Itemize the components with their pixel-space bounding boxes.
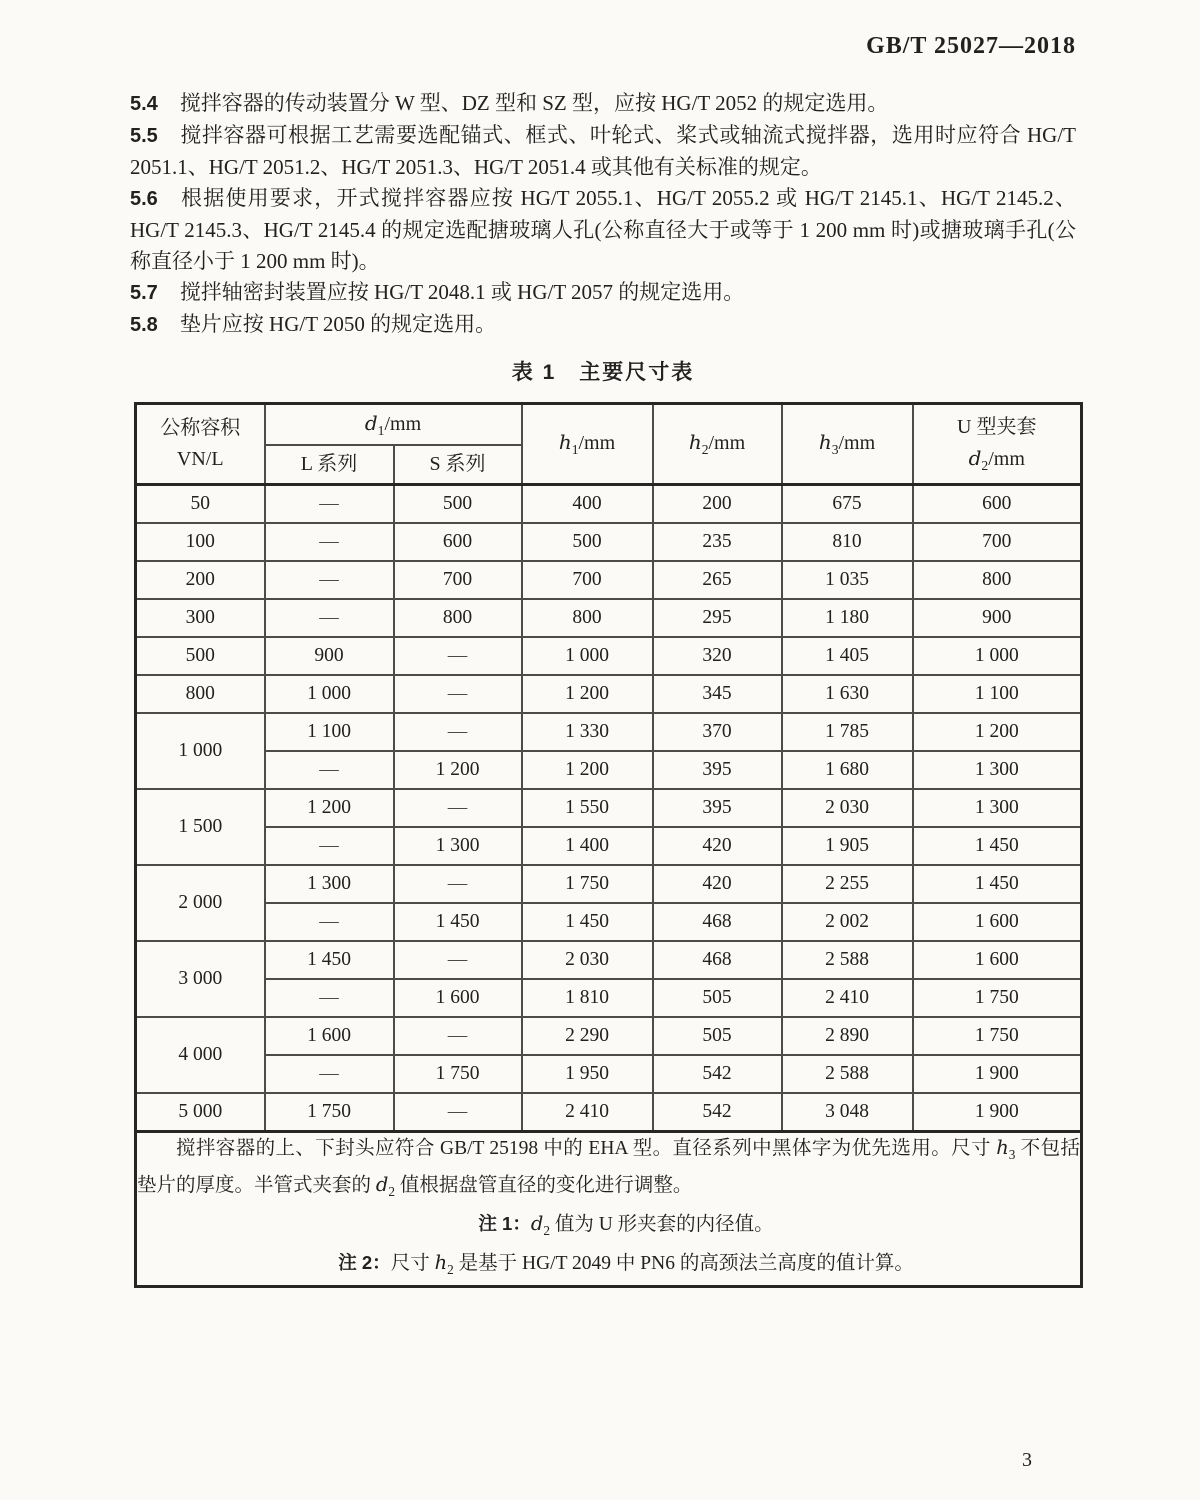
header-nominal-volume-line1: 公称容积 bbox=[160, 417, 241, 439]
note-1-text: 值为 U 形夹套的内径值。 bbox=[549, 1213, 774, 1235]
table-row bbox=[136, 751, 1082, 789]
table-cell: — bbox=[394, 865, 522, 903]
table-cell: 1 300 bbox=[913, 789, 1082, 827]
table-row bbox=[136, 865, 1082, 903]
table-cell: 1 100 bbox=[265, 713, 394, 751]
table-cell: 2 255 bbox=[782, 865, 913, 903]
table-cell: 1 785 bbox=[782, 713, 913, 751]
table-cell: 1 600 bbox=[265, 1017, 394, 1055]
table-cell: — bbox=[394, 637, 522, 675]
clause-text: 搅拌轴密封装置应按 HG/T 2048.1 或 HG/T 2057 的规定选用。 bbox=[179, 280, 745, 304]
table-row bbox=[136, 523, 1082, 561]
table-cell: 420 bbox=[653, 865, 782, 903]
table-row bbox=[136, 713, 1082, 751]
footnote-main bbox=[137, 1133, 1080, 1207]
table-cell: 320 bbox=[653, 637, 782, 675]
clauses-section bbox=[130, 88, 1076, 341]
table-cell: 500 bbox=[394, 485, 522, 524]
table-cell: 1 200 bbox=[394, 751, 522, 789]
table-cell: 2 410 bbox=[782, 979, 913, 1017]
table-cell: 1 000 bbox=[913, 637, 1082, 675]
table-cell: 2 290 bbox=[522, 1017, 653, 1055]
header-u-jacket-line2 bbox=[914, 443, 1081, 476]
table-cell: 1 750 bbox=[913, 979, 1082, 1017]
table-cell: 2 588 bbox=[782, 1055, 913, 1093]
header-u-jacket-line1: U 型夹套 bbox=[957, 415, 1037, 438]
h3-unit: /mm bbox=[838, 432, 876, 455]
d1-symbol: $d_1$ bbox=[364, 410, 385, 438]
table-cell: 900 bbox=[265, 637, 394, 675]
table-cell: 2 030 bbox=[782, 789, 913, 827]
clause-number: 5.8 bbox=[130, 314, 158, 336]
header-nominal-volume-line2: VN/L bbox=[176, 448, 224, 470]
table-row bbox=[136, 599, 1082, 637]
table-cell: 1 750 bbox=[913, 1017, 1082, 1055]
cell-nominal-volume: 50 bbox=[136, 485, 265, 524]
table-row bbox=[136, 637, 1082, 675]
note-2-text: 是基于 HG/T 2049 中 PN6 的高颈法兰高度的值计算。 bbox=[453, 1252, 914, 1274]
table-row bbox=[136, 675, 1082, 713]
table-cell: 1 550 bbox=[522, 789, 653, 827]
table-cell: 700 bbox=[522, 561, 653, 599]
table-row bbox=[136, 789, 1082, 827]
table-cell: 1 600 bbox=[394, 979, 522, 1017]
note-1 bbox=[137, 1209, 1080, 1246]
clause-5-5 bbox=[130, 120, 1076, 183]
table-cell: 675 bbox=[782, 485, 913, 524]
table-cell: 1 600 bbox=[913, 903, 1082, 941]
note-1-label: 注 1 bbox=[478, 1212, 513, 1234]
table-cell: 1 750 bbox=[394, 1055, 522, 1093]
table-cell: 800 bbox=[522, 599, 653, 637]
table-cell: 1 450 bbox=[522, 903, 653, 941]
table-body bbox=[136, 485, 1082, 1132]
h3-symbol: $h_3$ bbox=[996, 1136, 1016, 1162]
table-cell: — bbox=[394, 1017, 522, 1055]
d2-unit: /mm bbox=[988, 447, 1025, 470]
table-cell: 2 030 bbox=[522, 941, 653, 979]
table-cell: 1 300 bbox=[913, 751, 1082, 789]
table-row bbox=[136, 1017, 1082, 1055]
table-cell: 370 bbox=[653, 713, 782, 751]
table-cell: 505 bbox=[653, 1017, 782, 1055]
table-cell: 700 bbox=[913, 523, 1082, 561]
table-cell: — bbox=[265, 599, 394, 637]
table-cell: 1 180 bbox=[782, 599, 913, 637]
table-cell: 1 905 bbox=[782, 827, 913, 865]
cell-nominal-volume: 500 bbox=[136, 637, 265, 675]
table-row bbox=[136, 1093, 1082, 1132]
table-cell: — bbox=[265, 523, 394, 561]
table-cell: 800 bbox=[394, 599, 522, 637]
table-cell: 295 bbox=[653, 599, 782, 637]
table-cell: 500 bbox=[522, 523, 653, 561]
table-cell: 1 400 bbox=[522, 827, 653, 865]
table-cell: 1 405 bbox=[782, 637, 913, 675]
clause-number: 5.6 bbox=[130, 188, 158, 210]
table-cell: 600 bbox=[394, 523, 522, 561]
clause-5-8 bbox=[130, 309, 1076, 341]
table-row bbox=[136, 561, 1082, 599]
header-h1 bbox=[522, 404, 653, 485]
table-cell: 1 450 bbox=[913, 865, 1082, 903]
table-row bbox=[136, 941, 1082, 979]
table-cell: 1 000 bbox=[265, 675, 394, 713]
page-number: 3 bbox=[1022, 1449, 1032, 1471]
table-cell: 1 450 bbox=[913, 827, 1082, 865]
cell-nominal-volume: 800 bbox=[136, 675, 265, 713]
table-cell: — bbox=[265, 979, 394, 1017]
footnote-row bbox=[136, 1132, 1082, 1287]
header-d1 bbox=[265, 404, 522, 446]
note-2 bbox=[137, 1248, 1080, 1285]
table-cell: 3 048 bbox=[782, 1093, 913, 1132]
h1-symbol: $h_1$ bbox=[558, 430, 579, 458]
header-h3 bbox=[782, 404, 913, 485]
clause-number: 5.7 bbox=[130, 282, 158, 304]
table-cell: 900 bbox=[913, 599, 1082, 637]
table-row bbox=[136, 903, 1082, 941]
clause-text: 垫片应按 HG/T 2050 的规定选用。 bbox=[179, 312, 497, 336]
clause-number: 5.5 bbox=[130, 125, 158, 147]
table-cell: 1 200 bbox=[913, 713, 1082, 751]
table-cell: 1 750 bbox=[522, 865, 653, 903]
table-cell: 395 bbox=[653, 789, 782, 827]
table-cell: — bbox=[394, 789, 522, 827]
d2-symbol: $d_2$ bbox=[375, 1172, 395, 1199]
table-cell: 2 588 bbox=[782, 941, 913, 979]
header-s-series: S 系列 bbox=[394, 445, 522, 485]
table-cell: 600 bbox=[913, 485, 1082, 524]
d2-symbol: $d_2$ bbox=[968, 445, 989, 473]
header-u-jacket bbox=[913, 404, 1082, 485]
table-notes-section bbox=[136, 1132, 1082, 1287]
table-cell: — bbox=[265, 485, 394, 524]
table-cell: — bbox=[394, 941, 522, 979]
table-cell: 468 bbox=[653, 941, 782, 979]
table-cell: 420 bbox=[653, 827, 782, 865]
table-cell: 235 bbox=[653, 523, 782, 561]
table-cell: 1 810 bbox=[522, 979, 653, 1017]
cell-nominal-volume: 200 bbox=[136, 561, 265, 599]
clause-text: 搅拌容器可根据工艺需要选配锚式、框式、叶轮式、桨式或轴流式搅拌器，选用时应符合 HG/T 2051.1、HG/T 2051.2、HG/T 2051.3、HG/T 2051.4 或其他有关标准的规定。 bbox=[130, 123, 1076, 179]
table-cell: 1 750 bbox=[265, 1093, 394, 1132]
table-cell: 1 100 bbox=[913, 675, 1082, 713]
footnote-text: 不包括垫片的厚度。半管式夹套的 bbox=[137, 1138, 1080, 1196]
table-cell: 505 bbox=[653, 979, 782, 1017]
table-cell: 395 bbox=[653, 751, 782, 789]
cell-nominal-volume: 100 bbox=[136, 523, 265, 561]
table-cell: 810 bbox=[782, 523, 913, 561]
table-cell: — bbox=[394, 1093, 522, 1132]
cell-nominal-volume: 5 000 bbox=[136, 1093, 265, 1132]
table-footnote bbox=[136, 1132, 1082, 1287]
clause-text: 根据使用要求，开式搅拌容器应按 HG/T 2055.1、HG/T 2055.2 或 HG/T 2145.1、HG/T 2145.2、HG/T 2145.3、HG/T 2145.4 的规定选配搪玻璃人孔(公称直径大于或等于 1 200 mm 时)或搪玻璃手孔(公称直径小于 1 200 mm 时)。 bbox=[130, 186, 1076, 273]
header-nominal-volume bbox=[136, 404, 265, 485]
table-cell: — bbox=[265, 903, 394, 941]
h2-symbol: $h_2$ bbox=[688, 430, 709, 458]
table-cell: 400 bbox=[522, 485, 653, 524]
note-2-label: 注 2 bbox=[338, 1251, 373, 1273]
table-cell: 1 600 bbox=[913, 941, 1082, 979]
table-cell: 1 035 bbox=[782, 561, 913, 599]
table-cell: 542 bbox=[653, 1093, 782, 1132]
table-cell: 265 bbox=[653, 561, 782, 599]
table-row bbox=[136, 1055, 1082, 1093]
table-cell: 1 450 bbox=[394, 903, 522, 941]
cell-nominal-volume: 4 000 bbox=[136, 1017, 265, 1093]
table-cell: 1 300 bbox=[265, 865, 394, 903]
table-cell: 1 450 bbox=[265, 941, 394, 979]
table-cell: — bbox=[265, 827, 394, 865]
clause-5-7 bbox=[130, 277, 1076, 309]
table-cell: 2 002 bbox=[782, 903, 913, 941]
note-2-colon: ： bbox=[372, 1251, 391, 1273]
table-row bbox=[136, 827, 1082, 865]
clause-5-6 bbox=[130, 183, 1076, 277]
d2-symbol: $d_2$ bbox=[530, 1211, 550, 1238]
table-cell: 1 000 bbox=[522, 637, 653, 675]
h3-symbol: $h_3$ bbox=[818, 430, 839, 458]
table-cell: 1 680 bbox=[782, 751, 913, 789]
footnote-text: 值根据盘管直径的变化进行调整。 bbox=[395, 1174, 693, 1196]
table-cell: 542 bbox=[653, 1055, 782, 1093]
h2-unit: /mm bbox=[708, 432, 746, 455]
table-cell: 1 200 bbox=[522, 751, 653, 789]
table-cell: 1 200 bbox=[265, 789, 394, 827]
table-title: 表 1 主要尺寸表 bbox=[511, 361, 695, 384]
table-cell: — bbox=[265, 751, 394, 789]
h2-symbol: $h_2$ bbox=[434, 1250, 454, 1277]
cell-nominal-volume: 1 000 bbox=[136, 713, 265, 789]
table-cell: 1 900 bbox=[913, 1093, 1082, 1132]
table-cell: 1 900 bbox=[913, 1055, 1082, 1093]
d1-unit: /mm bbox=[384, 412, 422, 435]
table-cell: 1 950 bbox=[522, 1055, 653, 1093]
cell-nominal-volume: 3 000 bbox=[136, 941, 265, 1017]
table-row bbox=[136, 485, 1082, 524]
header-l-series: L 系列 bbox=[265, 445, 394, 485]
clause-text: 搅拌容器的传动装置分 W 型、DZ 型和 SZ 型，应按 HG/T 2052 的规定选用。 bbox=[179, 91, 889, 115]
table-cell: 345 bbox=[653, 675, 782, 713]
table-head bbox=[136, 404, 1082, 485]
cell-nominal-volume: 300 bbox=[136, 599, 265, 637]
table-cell: 200 bbox=[653, 485, 782, 524]
table-cell: 700 bbox=[394, 561, 522, 599]
table-cell: 468 bbox=[653, 903, 782, 941]
table-cell: — bbox=[394, 675, 522, 713]
table-cell: — bbox=[265, 1055, 394, 1093]
clause-5-4 bbox=[130, 88, 1076, 120]
note-2-text: 尺寸 bbox=[390, 1252, 435, 1274]
table-row bbox=[136, 979, 1082, 1017]
cell-nominal-volume: 2 000 bbox=[136, 865, 265, 941]
table-cell: — bbox=[394, 713, 522, 751]
doc-number: GB/T 25027—2018 bbox=[866, 33, 1076, 59]
h1-unit: /mm bbox=[578, 432, 616, 455]
table-cell: 800 bbox=[913, 561, 1082, 599]
table-cell: 1 200 bbox=[522, 675, 653, 713]
table-cell: — bbox=[265, 561, 394, 599]
table-cell: 2 890 bbox=[782, 1017, 913, 1055]
table-cell: 1 300 bbox=[394, 827, 522, 865]
footnote-text: 搅拌容器的上、下封头应符合 GB/T 25198 中的 EHA 型。直径系列中黑体字为优先选用。尺寸 bbox=[176, 1138, 997, 1159]
note-1-colon: ： bbox=[512, 1212, 531, 1234]
cell-nominal-volume: 1 500 bbox=[136, 789, 265, 865]
table-cell: 1 330 bbox=[522, 713, 653, 751]
table-cell: 1 630 bbox=[782, 675, 913, 713]
header-h2 bbox=[653, 404, 782, 485]
clause-number: 5.4 bbox=[130, 93, 158, 115]
table-cell: 2 410 bbox=[522, 1093, 653, 1132]
dimensions-table bbox=[134, 402, 1083, 1288]
